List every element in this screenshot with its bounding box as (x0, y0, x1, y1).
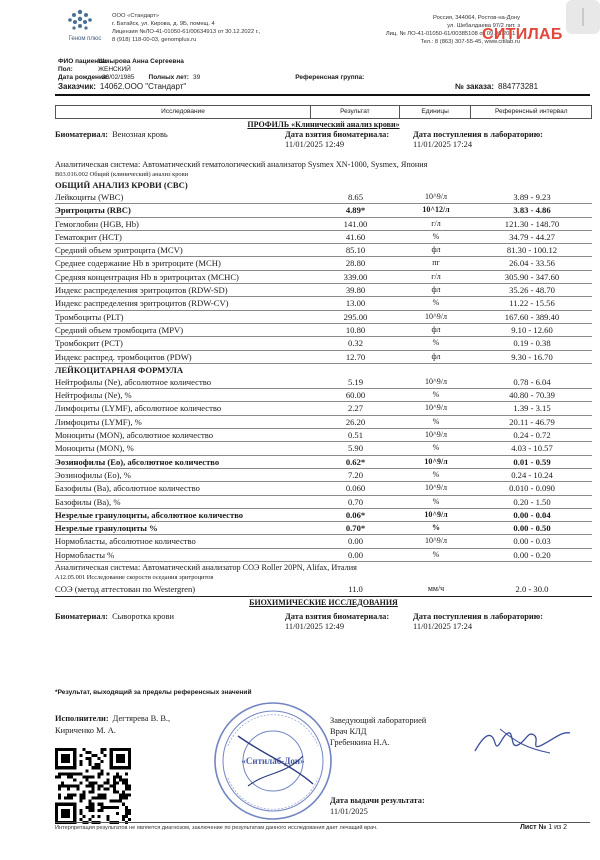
received-value: 11/01/2025 17:24 (413, 140, 473, 149)
fio-label: ФИО пациента: (58, 58, 108, 65)
leuko-title: ЛЕЙКОЦИТАРНАЯ ФОРМУЛА (55, 364, 184, 375)
executor-1: Дегтярева В. В., (112, 714, 171, 723)
table-row (55, 509, 592, 522)
org-line: 8 (918) 118-00-03, genomplus.ru (112, 37, 197, 43)
row-ref: 0.78 - 6.04 (513, 376, 551, 387)
table-header (55, 105, 592, 119)
org-info (112, 12, 282, 44)
table-row (55, 244, 592, 257)
row-unit: % (432, 416, 440, 426)
executor-2: Кириченко М. А. (55, 726, 116, 735)
row-value: 7.20 (347, 469, 364, 480)
row-name: Эозинофилы (Eo), % (55, 469, 131, 480)
address-line: Россия, 344064, Ростов-на-Дону (432, 15, 520, 21)
customer-label: Заказчик: (58, 82, 96, 91)
row-name: Нейтрофилы (Ne), абсолютное количество (55, 376, 212, 387)
table-row (55, 218, 592, 231)
row-unit: 10^9/л (425, 483, 447, 493)
row-unit: % (432, 298, 440, 308)
row-unit: 10^9/л (425, 192, 447, 201)
cbc-title: ОБЩИЙ АНАЛИЗ КРОВИ (CBC) (55, 180, 188, 190)
biochem-received-value: 11/01/2025 17:24 (413, 622, 473, 632)
row-name: Базофилы (Ba), % (55, 496, 121, 507)
issue-label: Дата выдачи результата: (330, 796, 425, 805)
row-ref: 0.00 - 0.04 (513, 509, 551, 520)
received-label: Дата поступления в лабораторию: (413, 612, 543, 622)
table-row (55, 416, 592, 429)
row-name: Моноциты (MON), % (55, 443, 134, 454)
row-value: 10.80 (345, 324, 366, 335)
head-line-2: Врач КЛД (330, 727, 367, 736)
table-row (55, 284, 592, 297)
row-unit: % (432, 549, 440, 559)
age-label: Полных лет: (148, 74, 189, 81)
row-ref: 0.24 - 0.72 (513, 430, 551, 441)
patient-age: 39 (192, 74, 201, 81)
table-row (55, 257, 592, 270)
row-unit: % (432, 390, 440, 400)
row-ref: 34.79 - 44.27 (509, 231, 555, 242)
row-value: 0.62* (345, 456, 366, 467)
row-value: 295.00 (343, 311, 368, 322)
row-name: Средняя концентрация Hb в эритроцитах (MCHC) (55, 271, 239, 282)
row-unit: г/л (431, 218, 441, 228)
row-value: 13.00 (345, 298, 366, 309)
row-unit: 10^9/л (425, 376, 447, 386)
citilab-logo: СИТИЛАБ (482, 26, 563, 43)
patient-name: Шмырова Анна Сергеевна (98, 58, 184, 65)
row-value: 60.00 (345, 390, 366, 401)
table-row (55, 482, 592, 495)
taken-value: 11/01/2025 12:49 (285, 140, 345, 149)
issue-date: 11/01/2025 (330, 807, 368, 816)
row-ref: 81.30 - 100.12 (506, 245, 558, 256)
row-ref: 11.22 - 15.56 (509, 298, 555, 309)
row-unit: 10^9/л (424, 509, 448, 519)
row-ref: 0.00 - 0.03 (513, 536, 551, 547)
row-name: Тромбоциты (PLT) (55, 311, 124, 322)
row-name: Базофилы (Ba), абсолютное количество (55, 483, 200, 494)
table-row (55, 442, 592, 455)
row-name: Тромбокрит (PCT) (55, 338, 123, 349)
row-value: 8.65 (347, 192, 364, 202)
row-value: 5.90 (347, 443, 364, 454)
row-ref: 4.03 - 10.57 (511, 443, 553, 454)
biochem-biomaterial-value: Сыворотка крови (112, 612, 174, 622)
address-line: Тел.: 8 (863) 307-55-45, www.citilab.ru (420, 39, 520, 45)
header-ref: Референсный интервал (494, 108, 568, 115)
table-row (55, 191, 592, 204)
row-unit: фл (431, 285, 441, 295)
row-name: Индекс распределения эритроцитов (RDW-SD) (55, 285, 228, 296)
received-label: Дата поступления в лабораторию: (413, 130, 543, 139)
table-row (55, 376, 592, 389)
analyzer-info: Аналитическая система: Автоматический гематологический анализатор Sysmex XN-1000, Sysmex, Япония (55, 160, 428, 169)
row-value: 85.10 (345, 245, 366, 256)
row-name: Средний объем тромбоцита (MPV) (55, 324, 184, 335)
esr-analyzer-info: Аналитическая система: Автоматический анализатор СОЭ Roller 20PN, Alifax, Италия (55, 563, 357, 573)
row-unit: фл (431, 245, 441, 255)
table-row (55, 324, 592, 337)
esr-ref: 2.0 - 30.0 (515, 584, 549, 595)
row-name: Гематокрит (HCT) (55, 231, 122, 242)
table-row (55, 337, 592, 350)
order-label: № заказа: (455, 82, 494, 91)
customer-value: 14062.ООО "Стандарт" (99, 82, 187, 91)
row-name: Эритроциты (RBC) (55, 205, 131, 216)
taken-label: Дата взятия биоматериала: (285, 612, 390, 622)
leuko-rows (55, 376, 592, 562)
row-value: 26.20 (345, 416, 366, 427)
sex-label: Пол: (58, 66, 73, 73)
row-value: 0.00 (347, 549, 364, 560)
row-ref: 9.30 - 16.70 (511, 351, 553, 362)
row-unit: фл (431, 324, 441, 334)
row-value: 0.060 (345, 483, 366, 494)
esr-value: 11.0 (348, 584, 363, 595)
row-unit: % (432, 231, 440, 241)
footer-divider (55, 822, 590, 823)
row-unit: 10^12/л (422, 205, 450, 215)
header-result: Результат (311, 106, 400, 118)
row-value: 0.70* (345, 523, 366, 534)
table-row (55, 204, 592, 217)
table-row (55, 351, 592, 364)
row-unit: % (432, 443, 440, 453)
row-name: Нормобласты, абсолютное количество (55, 536, 196, 547)
row-ref: 0.00 - 0.50 (513, 523, 551, 534)
row-ref: 9.10 - 12.60 (511, 324, 553, 335)
head-line-1: Заведующий лабораторией (330, 716, 427, 725)
table-row (55, 469, 592, 482)
menu-handle-button[interactable] (566, 0, 600, 34)
order-number (455, 82, 538, 91)
out-of-range-note: *Результат, выходящий за пределы референсных значений (55, 689, 252, 696)
biochem-title: БИОХИМИЧЕСКИЕ ИССЛЕДОВАНИЯ (249, 598, 398, 608)
patient-info (58, 58, 364, 82)
row-value: 0.51 (347, 430, 364, 441)
row-unit: % (432, 338, 440, 348)
row-ref: 1.39 - 3.15 (513, 403, 551, 414)
row-unit: 10^9/л (424, 456, 448, 466)
row-ref: 0.00 - 0.20 (513, 549, 551, 560)
row-unit: 10^9/л (425, 536, 447, 546)
row-value: 2.27 (347, 403, 364, 414)
row-name: Средний объем эритроцита (MCV) (55, 245, 183, 256)
page-label: Лист № (520, 824, 547, 831)
row-name: Лимфоциты (LYMF), % (55, 416, 142, 427)
row-name: Нормобласты % (55, 549, 115, 560)
header-divider (55, 94, 590, 96)
profile-title: ПРОФИЛЬ «Клинический анализ крови» (247, 120, 400, 129)
biomaterial-label: Биоматериал: (55, 612, 109, 622)
executors (55, 713, 170, 737)
customer-line (58, 82, 186, 91)
table-row (55, 496, 592, 509)
head-line-3: Гребенкина Н.А. (330, 738, 390, 747)
row-name: Индекс распределения эритроцитов (RDW-CV) (55, 298, 229, 309)
address-line: Лиц. № ЛО-41-01050-61/00385108 от 09.06.2011 г. (385, 31, 520, 37)
row-value: 0.70 (347, 496, 364, 507)
esr-unit: мм/ч (427, 584, 445, 594)
page-value: 1 из 2 (548, 824, 568, 831)
row-value: 5.19 (347, 376, 364, 387)
row-ref: 121.30 - 148.70 (504, 218, 560, 229)
biomaterial-label: Биоматериал: (55, 130, 109, 139)
row-name: Нейтрофилы (Ne), % (55, 390, 132, 401)
row-unit: г/л (431, 271, 441, 281)
row-unit: % (432, 523, 440, 533)
row-unit: 10^9/л (425, 403, 447, 413)
genom-plus-logo (55, 6, 105, 46)
row-value: 28.80 (345, 258, 366, 269)
row-ref: 0.24 - 10.24 (511, 469, 553, 480)
issue-date-block (330, 795, 425, 817)
biomaterial-block (55, 130, 592, 156)
lab-head (330, 715, 426, 748)
row-value: 4.89* (345, 205, 366, 216)
row-name: Лимфоциты (LYMF), абсолютное количество (55, 403, 222, 414)
row-value: 12.70 (345, 351, 366, 362)
table-row (55, 522, 592, 535)
row-unit: % (432, 469, 440, 479)
row-name: Эозинофилы (Eo), абсолютное количество (55, 456, 220, 467)
row-name: Индекс распред. тромбоцитов (PDW) (55, 351, 192, 362)
qr-code[interactable] (55, 748, 131, 824)
row-ref: 20.11 - 46.79 (509, 416, 555, 427)
row-ref: 26.04 - 33.56 (509, 258, 555, 269)
row-name: Незрелые гранулоциты, абсолютное количество (55, 509, 244, 520)
row-ref: 3.89 - 9.23 (513, 192, 551, 202)
row-ref: 305.90 - 347.60 (504, 271, 560, 282)
table-row (55, 429, 592, 442)
row-ref: 3.83 - 4.86 (513, 205, 551, 216)
org-line: г. Батайск, ул. Кирова, д. 9Б, помещ. 4 (112, 21, 215, 27)
row-ref: 0.010 - 0.090 (509, 483, 555, 494)
row-unit: 10^9/л (425, 311, 447, 321)
org-line: Лицензия №ЛО-41-01050-61/00634913 от 30.12.2022 г., (112, 29, 261, 35)
lab-stamp (208, 696, 338, 826)
ref-group-label: Референсная группа: (295, 74, 365, 81)
page-number (520, 824, 567, 831)
table-row (55, 231, 592, 244)
table-row (55, 389, 592, 402)
table-row (55, 456, 592, 469)
row-name: Лейкоциты (WBC) (55, 192, 124, 202)
table-row (55, 582, 592, 597)
disclaimer: Интерпретация результатов не является диагнозом, заключение по результатам данного исследования дает лечащий врач. (55, 825, 378, 831)
table-row (55, 402, 592, 415)
cbc-rows (55, 191, 592, 364)
biochem-taken-value: 11/01/2025 12:49 (285, 622, 345, 632)
row-value: 339.00 (343, 271, 368, 282)
stamp-text: «Ситилаб-Дон» (241, 756, 305, 766)
order-value: 884773281 (498, 82, 539, 91)
row-value: 0.32 (347, 338, 364, 349)
table-row (55, 271, 592, 284)
row-unit: 10^9/л (425, 430, 447, 440)
row-value: 0.06* (345, 509, 366, 520)
row-name: Моноциты (MON), абсолютное количество (55, 430, 214, 441)
patient-dob: 26/02/1985 (102, 74, 135, 81)
results-table (55, 105, 592, 638)
row-value: 39.80 (345, 285, 366, 296)
header-units: Единицы (400, 106, 472, 118)
org-line: ООО «Стандарт» (112, 13, 160, 19)
row-name: Незрелые гранулоциты % (55, 523, 158, 534)
esr-name: СОЭ (метод аттестован по Westergren) (55, 584, 196, 595)
row-name: Среднее содержание Hb в эритроците (MCH) (55, 258, 221, 269)
biomaterial-value: Венозная кровь (112, 130, 168, 139)
row-ref: 0.01 - 0.59 (513, 456, 551, 467)
header-study: Исследование (56, 106, 311, 118)
row-name: Гемоглобин (HGB, Hb) (55, 218, 139, 229)
taken-label: Дата взятия биоматериала: (285, 130, 390, 139)
signature (470, 723, 575, 759)
row-unit: пг (432, 258, 440, 268)
row-ref: 0.20 - 1.50 (513, 496, 551, 507)
address-line: ул. Шебалдаева 97/2 лит. з (447, 23, 520, 29)
row-ref: 35.26 - 48.70 (509, 285, 555, 296)
row-unit: фл (431, 351, 441, 361)
table-row (55, 297, 592, 310)
dob-label: Дата рождения: (58, 74, 109, 81)
biochem-biomaterial-block (55, 612, 592, 638)
esr-code: A12.05.001 Исследование скорости оседания эритроцитов (55, 574, 214, 582)
row-value: 0.00 (347, 536, 364, 547)
table-row (55, 311, 592, 324)
row-ref: 0.19 - 0.38 (513, 338, 551, 349)
service-code: B03.016.002 Общий (клинический) анализ крови (55, 171, 189, 178)
executors-label: Исполнители: (55, 714, 109, 723)
row-ref: 167.60 - 389.40 (504, 311, 560, 322)
row-unit: % (432, 496, 440, 506)
genom-plus-logo-text: Геном плюс (68, 36, 102, 42)
table-row (55, 535, 592, 548)
row-ref: 40.80 - 70.39 (509, 390, 555, 401)
table-row (55, 549, 592, 562)
row-value: 141.00 (343, 218, 368, 229)
row-value: 41.60 (345, 231, 366, 242)
patient-sex: ЖЕНСКИЙ (98, 66, 131, 73)
